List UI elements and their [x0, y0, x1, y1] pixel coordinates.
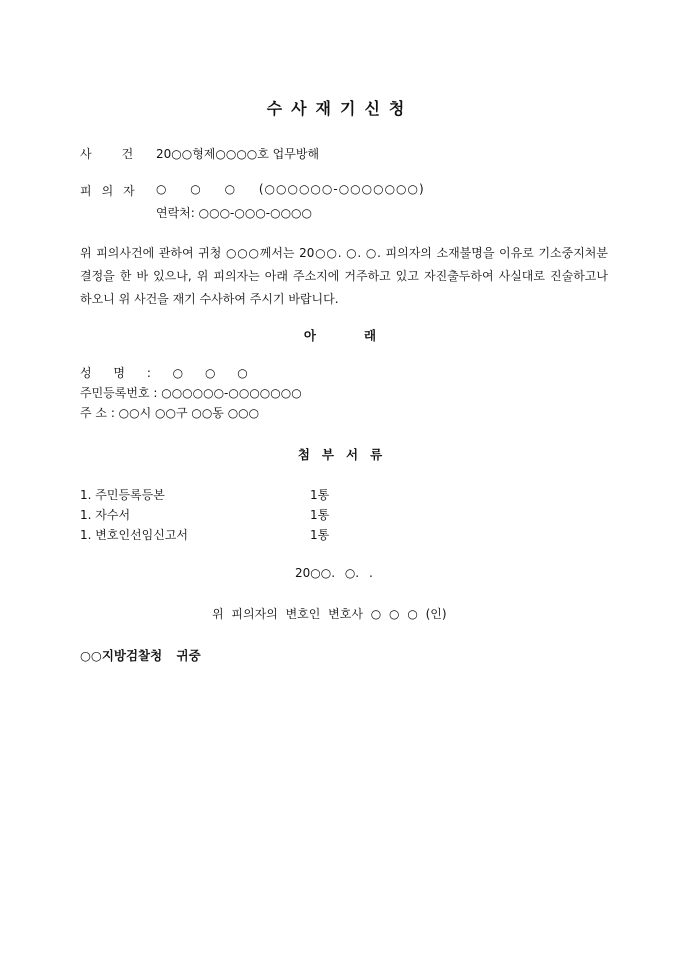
- document-date: 20○○. ○. .: [295, 566, 373, 580]
- attachment-qty: 1통: [310, 488, 330, 502]
- case-label: 사건: [80, 147, 164, 161]
- suspect-label: 피의자: [80, 184, 145, 198]
- detail-rrn: 주민등록번호 : ○○○○○○-○○○○○○○: [80, 386, 302, 400]
- suspect-value: ○ ○ ○ (○○○○○○-○○○○○○○): [156, 182, 425, 196]
- suspect-contact: 연락처: ○○○-○○○-○○○○: [156, 206, 313, 220]
- case-value: 20○○형제○○○○호 업무방해: [156, 147, 320, 161]
- detail-name: 성 명 : ○ ○ ○: [80, 366, 248, 380]
- detail-address: 주 소 : ○○시 ○○구 ○○동 ○○○: [80, 406, 260, 420]
- attachments-heading: 첨부서류: [297, 447, 395, 462]
- attachment-name: 1. 주민등록등본: [80, 488, 165, 502]
- attachment-name: 1. 자수서: [80, 508, 131, 522]
- signature-line: 위 피의자의 변호인 변호사 ○ ○ ○ (인): [212, 607, 447, 621]
- attachment-name: 1. 변호인선임신고서: [80, 528, 189, 542]
- recipient: ○○지방검찰청 귀중: [80, 648, 201, 663]
- body-paragraph: 위 피의사건에 관하여 귀청 ○○○께서는 20○○. ○. ○. 피의자의 소재불명을 이유로 기소중지처분 결정을 한 바 있으나, 위 피의자는 아래 주소지에 거주하고 있고 자진출두하여 사실대로 진술하고나 하오니 위 사건을 재기 수사하여 주시기 바랍니다.: [80, 246, 608, 306]
- document-title: 수사재기신청: [266, 99, 414, 118]
- attachment-qty: 1통: [310, 508, 330, 522]
- attachment-qty: 1통: [310, 528, 330, 542]
- below-heading: 아래: [303, 328, 425, 343]
